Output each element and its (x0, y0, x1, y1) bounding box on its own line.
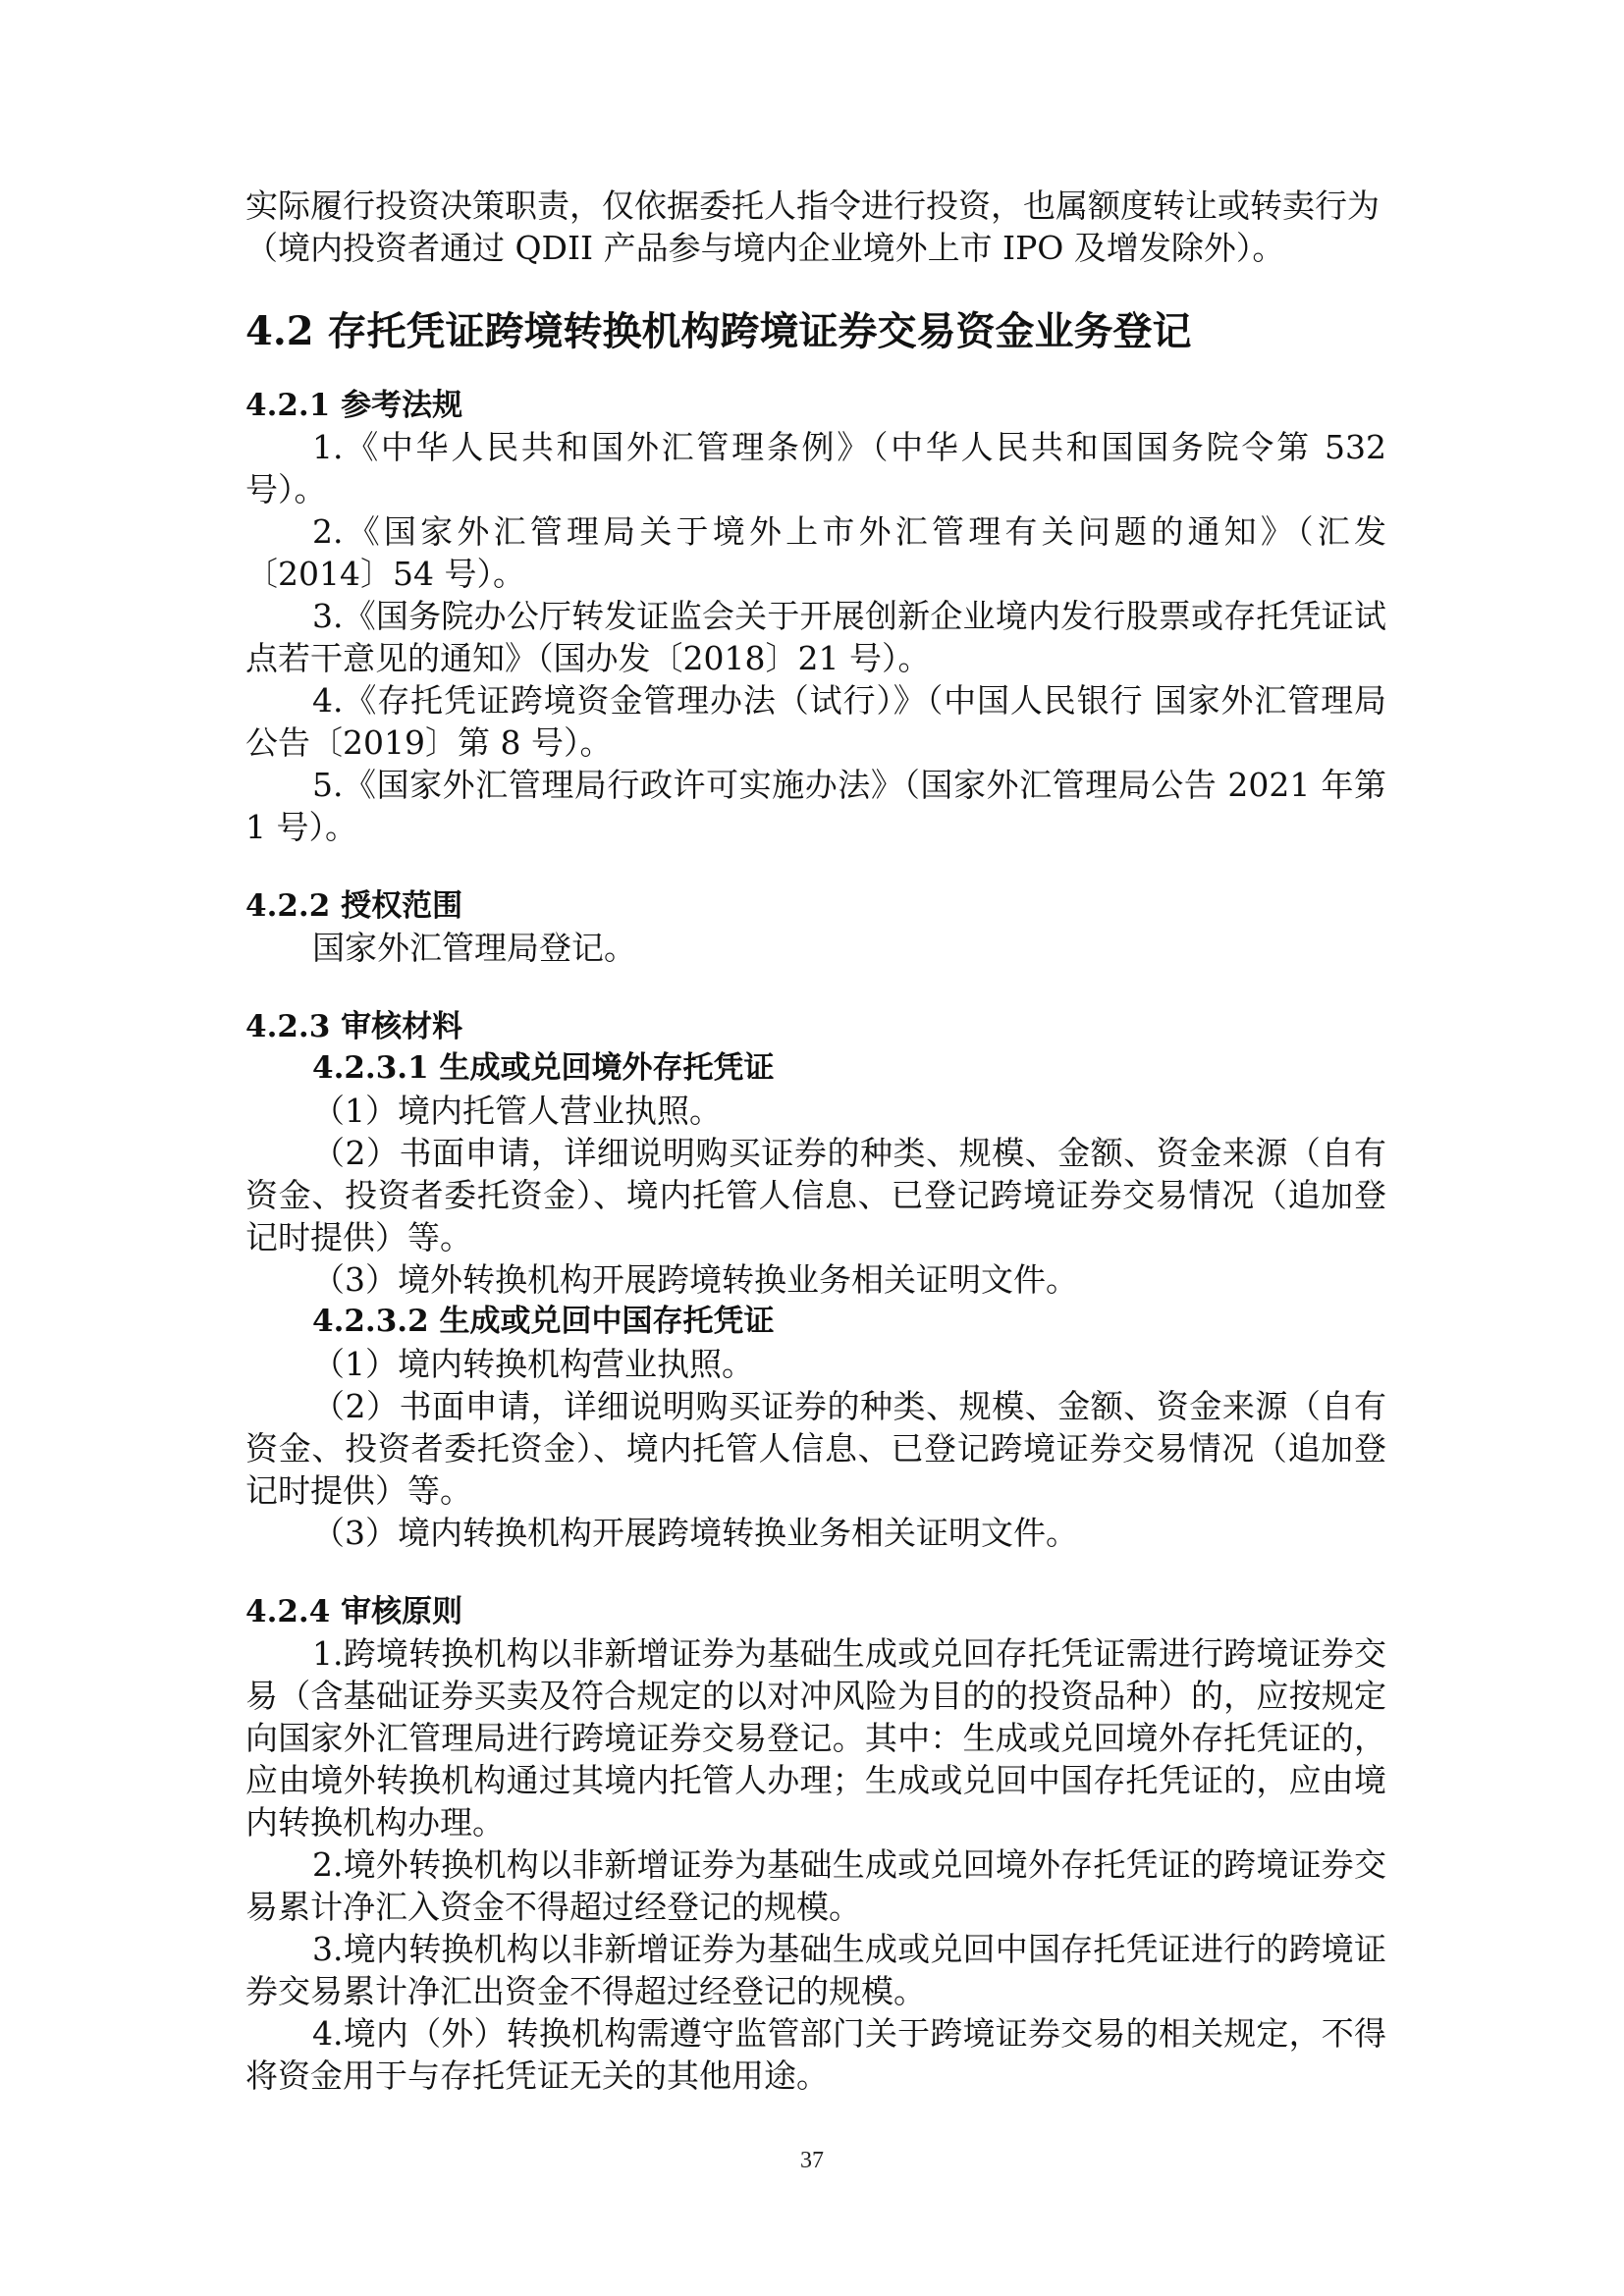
materials-heading: 4.2.3 审核材料 (245, 1009, 463, 1044)
section-heading: 4.2 存托凭证跨境转换机构跨境证券交易资金业务登记 (245, 308, 1192, 354)
regulation-item: 1.《中华人民共和国外汇管理条例》（中华人民共和国国务院令第 532 号）。 (245, 428, 1386, 508)
regulations-heading: 4.2.1 参考法规 (245, 388, 463, 423)
intro-line-1: 实际履行投资决策职责，仅依据委托人指令进行投资，也属额度转让或转卖行为 (245, 187, 1380, 225)
materials-sub1-heading: 4.2.3.1 生成或兑回境外存托凭证 (312, 1050, 775, 1086)
material-item: （1）境内托管人营业执照。 (312, 1092, 722, 1130)
principle-item: 3.境内转换机构以非新增证券为基础生成或兑回中国存托凭证进行的跨境证券交易累计净汇出资金不得超过经登记的规模。 (245, 1930, 1386, 2010)
principle-item: 1.跨境转换机构以非新增证券为基础生成或兑回存托凭证需进行跨境证券交易（含基础证券买卖及符合规定的以对冲风险为目的的投资品种）的，应按规定向国家外汇管理局进行跨境证券交易登记。其中：生成或兑回境外存托凭证的，应由境外转换机构通过其境内托管人办理；生成或兑回中国存托凭证的，应由境内转换机构办理。 (245, 1634, 1386, 1842)
principle-item: 2.境外转换机构以非新增证券为基础生成或兑回境外存托凭证的跨境证券交易累计净汇入资金不得超过经登记的规模。 (245, 1845, 1386, 1926)
regulation-item: 2.《国家外汇管理局关于境外上市外汇管理有关问题的通知》（汇发〔2014〕54 号）。 (245, 512, 1386, 593)
authorization-heading: 4.2.2 授权范围 (245, 888, 463, 924)
regulation-item: 5.《国家外汇管理局行政许可实施办法》（国家外汇管理局公告 2021 年第 1 号）。 (245, 766, 1386, 846)
material-item: （2）书面申请，详细说明购买证券的种类、规模、金额、资金来源（自有资金、投资者委托资金）、境内托管人信息、已登记跨境证券交易情况（追加登记时提供）等。 (245, 1134, 1386, 1256)
material-item: （2）书面申请，详细说明购买证券的种类、规模、金额、资金来源（自有资金、投资者委托资金）、境内托管人信息、已登记跨境证券交易情况（追加登记时提供）等。 (245, 1387, 1386, 1510)
principles-heading: 4.2.4 审核原则 (245, 1594, 463, 1629)
page-number: 37 (800, 2148, 824, 2173)
material-item: （3）境内转换机构开展跨境转换业务相关证明文件。 (312, 1514, 1078, 1552)
materials-sub2-heading: 4.2.3.2 生成或兑回中国存托凭证 (312, 1304, 775, 1339)
document-page (245, 185, 1386, 2097)
material-item: （1）境内转换机构营业执照。 (312, 1345, 754, 1383)
material-item: （3）境外转换机构开展跨境转换业务相关证明文件。 (312, 1260, 1078, 1299)
regulation-item: 4.《存托凭证跨境资金管理办法（试行）》（中国人民银行 国家外汇管理局公告〔2019〕第 8 号）。 (245, 681, 1386, 762)
intro-line-2: （境内投资者通过 QDII 产品参与境内企业境外上市 IPO 及增发除外）。 (245, 229, 1285, 267)
principle-item: 4.境内（外）转换机构需遵守监管部门关于跨境证券交易的相关规定，不得将资金用于与存托凭证无关的其他用途。 (245, 2014, 1386, 2095)
authorization-text: 国家外汇管理局登记。 (312, 929, 636, 967)
regulation-item: 3.《国务院办公厅转发证监会关于开展创新企业境内发行股票或存托凭证试点若干意见的通知》（国办发〔2018〕21 号）。 (245, 597, 1386, 677)
